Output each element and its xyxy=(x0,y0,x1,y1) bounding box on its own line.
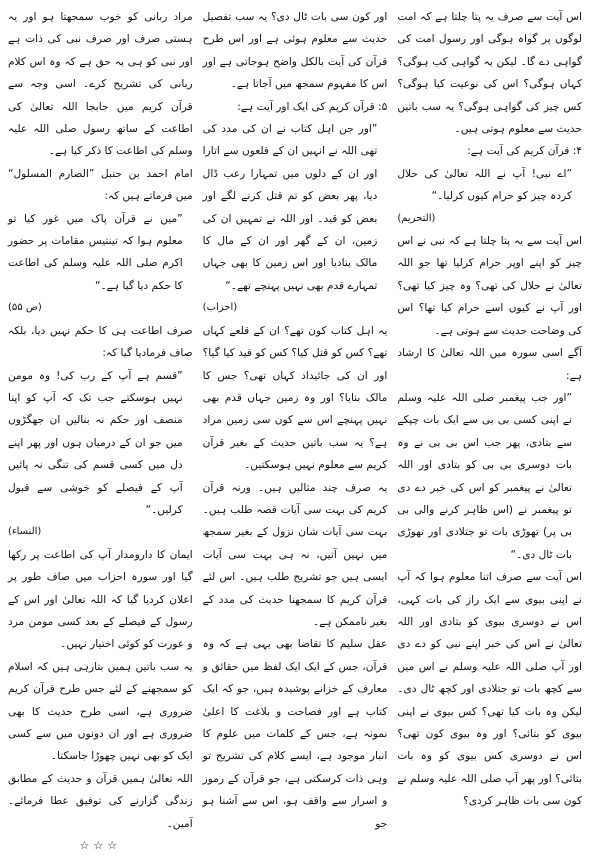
body-paragraph: صرف اطاعت ہی کا حکم نہیں دیا، بلکہ صاف فرمادیا گیا کہ: xyxy=(7,324,193,360)
body-paragraph: یہ صرف چند مثالیں ہیں۔ ورنہ قرآن کریم کی بہت سی آیات قصہ طلب ہیں۔ بہت سی آیات شان نزول کے بغیر سمجھ میں نہیں آتیں، نہ ہی بہت سی آیات ایسی ہیں جو تشریح طلب ہیں۔ اس لئے قرآن کریم کا سمجھنا حدیث کی مدد کے بغیر ناممکن ہے۔ xyxy=(202,481,388,628)
column-left xyxy=(7,6,193,853)
body-paragraph: اس آیت سے صرف اتنا معلوم ہوا کہ آپ نے اپنی بیوی سے ایک راز کی بات کہی، اس نے دوسری بیوی کو بتادی اور اللہ تعالیٰ نے اس کی خبر اپنے نبی کو دے دی اور آپ صلی اللہ علیہ وسلم نے اس میں سے کچھ بات تو جتلادی اور کچھ ٹال دی۔ لیکن وہ بات کیا تھی؟ کس بیوی نے اپنی بیوی کو بتائی؟ اور وہ بیوی کون تھی؟ اس نے دوسری کس بیوی کو وہ بات بتائی؟ اور پھر آپ صلی اللہ علیہ وسلم نے کون سی بات ظاہر کردی؟ xyxy=(397,571,582,808)
quoted-verse: ”قسم ہے آپ کے رب کی! وہ مومن نہیں ہوسکتے جب تک کہ آپ کو اپنا منصف اور حکم نہ بنالیں ان جھگڑوں میں جو ان کے درمیان ہوں اور پھر اپنے دل میں کسی قسم کی تنگی نہ پائیں آپ کے فیصلے کو خوشی سے قبول کرلیں۔“ xyxy=(7,369,183,516)
citation: (احزاب) xyxy=(202,302,238,314)
citation: (التحریم) xyxy=(397,212,436,224)
citation: (ص ۵۵) xyxy=(7,302,42,314)
body-paragraph: اس آیت سے یہ پتا چلتا ہے کہ نبی نے اس چیز کو اپنے اوپر حرام کرلیا تھا جو اللہ تعالیٰ نے حلال کی تھی؟ وہ چیز کیا تھی؟ اور آپ نے کیوں اسے حرام کیا تھا؟ اس کی وضاحت حدیث سے ہوتی ہے۔ xyxy=(397,235,582,337)
quoted-verse: ”اور جن اہل کتاب نے ان کی مدد کی تھی اللہ نے انہیں ان کے قلعوں سے اتارا اور ان کے دلوں میں تمہارا رعب ڈال دیا، پھر بعض کو تم قتل کرنے لگے اور بعض کو قید۔ اور اللہ نے تمہیں ان کی زمین، ان کے گھر اور ان کے مال کا مالک بنادیا اور اس زمین کا بھی جہاں تمہارے قدم بھی نہیں پہنچے تھے۔“ xyxy=(202,123,378,292)
quoted-verse: ”اور جب پیغمبر صلی اللہ علیہ وسلم نے اپنی کسی بی بی سے ایک بات چپکے سے بتادی، پھر جب اس بی بی نے وہ بات دوسری بی بی کو بتادی اور اللہ تعالیٰ نے پیغمبر کو اس کی خبر دے دی تو پیغمبر نے (اس ظاہر کرنے والی بی بی پر) تھوڑی بات تو جتلادی اور تھوڑی بات ٹال دی۔“ xyxy=(397,391,572,561)
column-middle xyxy=(202,6,388,830)
body-paragraph: ۴: قرآن کریم کی آیت ہے: xyxy=(467,145,582,158)
body-paragraph: یہ سب باتیں ہمیں بتارہی ہیں کہ اسلام کو سمجھنے کے لئے جس طرح قرآن کریم ضروری ہے، اسی طرح حدیث کا بھی ضروری ہے اور ان دونوں میں سے کسی ایک کو بھی نہیں چھوڑا جاسکتا۔ xyxy=(7,660,193,763)
section-end-stars: ☆☆☆ xyxy=(79,839,122,853)
body-paragraph: یہ اہل کتاب کون تھے؟ ان کے قلعے کہاں تھے؟ کس کو قتل کیا؟ کس کو قید کیا گیا؟ اور ان کی جائیداد کہاں تھی؟ جس کا مالک بنایا؟ اور وہ زمین جہاں قدم بھی نہیں پہنچے اس سے کون سی زمین مراد ہے؟ یہ سب باتیں حدیث کے بغیر قرآن کریم سے معلوم نہیں ہوسکتیں۔ xyxy=(202,324,388,472)
body-paragraph: اس آیت سے صرف یہ پتا چلتا ہے کہ امت لوگوں پر گواہ ہوگی اور رسول امت کی گواہی دے گا۔ لیکن یہ گواہی کب ہوگی؟ کہاں ہوگی؟ اس کی نوعیت کیا ہوگی؟ کس چیز کی گواہی ہوگی؟ یہ سب باتیں حدیث سے معلوم ہوتی ہیں۔ xyxy=(397,11,582,136)
body-paragraph: عقل سلیم کا تقاضا بھی یہی ہے کہ وہ قرآن، جس کے ایک ایک لفظ میں حقائق و معارف کے خزانے پوشیدہ ہیں، جو کہ ایک کتاب ہے اور فصاحت و بلاغت کا اعلیٰ نمونہ ہے، جس کے کلمات میں علوم کا انبار موجود ہے، ایسے کلام کی تشریح تو وہی ذات کرسکتی ہے، جو قرآن کے رموز و اسرار سے واقف ہو، اس سے آشنا ہو جو xyxy=(202,638,388,830)
citation: (النساء) xyxy=(7,526,42,538)
body-paragraph: ۵: قرآن کریم کی ایک اور آیت ہے: xyxy=(237,100,388,113)
quoted-verse: ”میں نے قرآن پاک میں غور کیا تو معلوم ہوا کہ تینتیس مقامات پر حضور اکرم صلی اللہ علیہ وسلم کی اطاعت کا حکم دیا گیا ہے۔“ xyxy=(7,212,183,292)
body-paragraph: اور کون سی بات ٹال دی؟ یہ سب تفصیل حدیث سے معلوم ہوئی ہے اور اس طرح قرآن کی آیت بالکل واضح ہوجاتی ہے اور اس کا مفہوم سمجھ میں آجاتا ہے۔ xyxy=(202,11,388,91)
body-paragraph: آگے اسی سورہ میں اللہ تعالیٰ کا ارشاد ہے: xyxy=(397,347,582,382)
column-right xyxy=(397,6,582,808)
quoted-verse: ”اے نبی! آپ نے اللہ تعالیٰ کی حلال کردہ چیز کو حرام کیوں کرلیا۔“ xyxy=(397,167,572,203)
body-paragraph: مراد ربانی کو خوب سمجھتا ہو اور یہ ہستی صرف اور صرف نبی کی ذات ہے اور نبی کو ہی یہ حق ہے کہ وہ اس کلام ربانی کی تشریح کرے۔ اسی وجہ سے قرآن کریم میں جابجا اللہ تعالیٰ کی اطاعت کے ساتھ رسول صلی اللہ علیہ وسلم کی اطاعت کا ذکر کیا ہے۔ xyxy=(7,11,193,158)
body-paragraph: اللہ تعالیٰ ہمیں قرآن و حدیث کے مطابق زندگی گزارنے کی توفیق عطا فرمائے۔ آمین۔ xyxy=(7,772,193,830)
body-paragraph: ایمان کا دارومدار آپ کی اطاعت پر رکھا گیا اور سورہ احزاب میں صاف طور پر اعلان کردیا گیا کہ اللہ تعالیٰ اور اس کے رسول کے فیصلے کے بعد کسی مومن مرد و عورت کو کوئی اختیار نہیں۔ xyxy=(7,548,193,651)
body-paragraph: امام احمد بن حنبل ”الصارم المسلول“ میں فرماتے ہیں کہ: xyxy=(7,167,193,203)
